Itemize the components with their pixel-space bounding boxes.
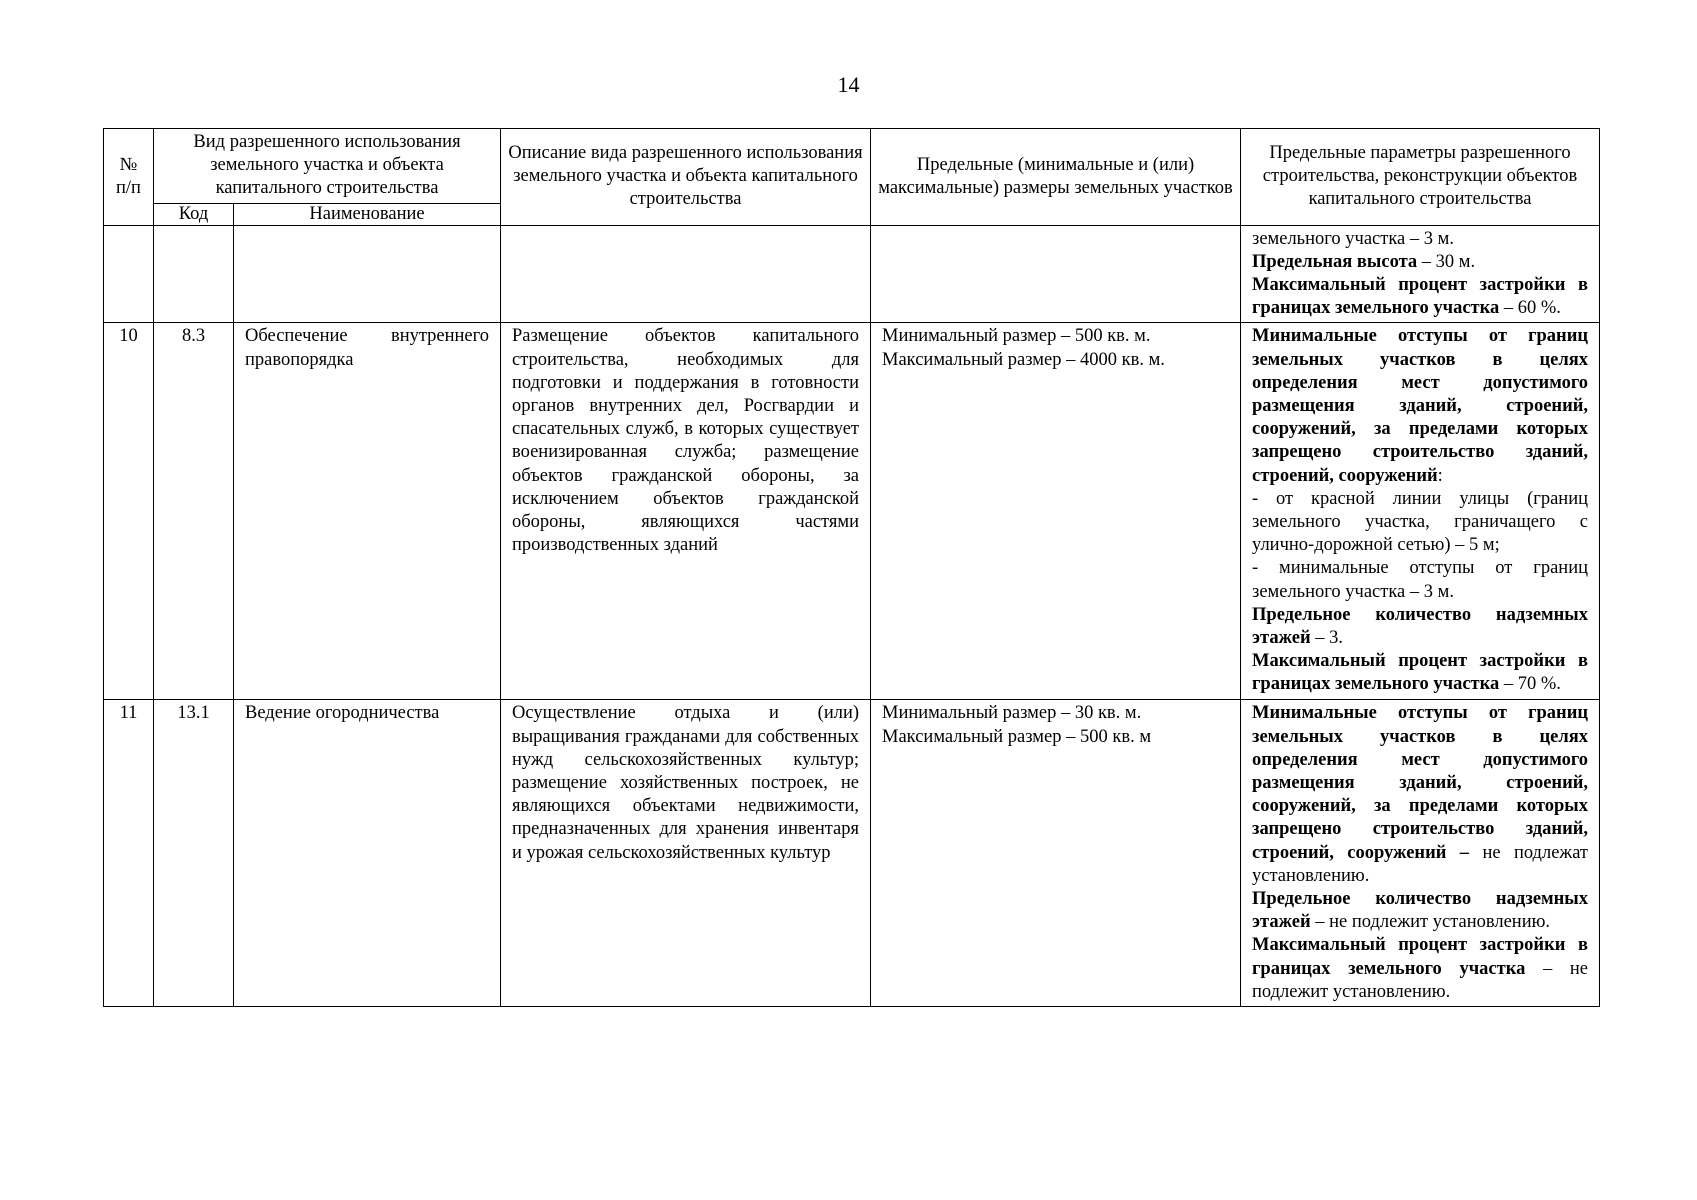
header-vid: Вид разрешенного использования земельного участка и объекта капитального строительства xyxy=(154,129,501,204)
param-bold: Минимальные отступы от границ земельных участков в целях определения мест допустимого размещения зданий, строений, сооружений, за пределами которых запрещено строительство зданий, строений, сооружений – xyxy=(1252,703,1589,863)
cell-sizes xyxy=(871,700,1241,1007)
cell-num: 11 xyxy=(104,700,154,1007)
param-paragraph xyxy=(1252,251,1588,274)
cell-num: 10 xyxy=(104,323,154,700)
size-line: Минимальный размер – 500 кв. м. xyxy=(882,326,1151,347)
param-text: земельного участка – 3 м. xyxy=(1252,228,1454,249)
param-bold: Предельное количество надземных этажей xyxy=(1252,889,1589,933)
cell-description xyxy=(501,225,871,323)
cell-name: Обеспечение внутреннего правопорядка xyxy=(234,323,501,700)
param-text: – не подлежит установлению. xyxy=(1310,912,1551,933)
cell-code xyxy=(154,225,234,323)
table-row xyxy=(104,225,1600,323)
param-paragraph xyxy=(1252,274,1588,320)
land-use-table xyxy=(103,128,1600,1007)
param-bold: Максимальный процент застройки в границах земельного участка xyxy=(1252,275,1589,319)
param-paragraph xyxy=(1252,650,1588,696)
param-text: - от красной линии улицы (границ земельного участка, граничащего с улично-дорожной сетью) – 5 м; xyxy=(1252,488,1589,556)
param-paragraph xyxy=(1252,557,1588,603)
size-line: Минимальный размер – 30 кв. м. xyxy=(882,703,1142,724)
param-text: – не подлежит установлению. xyxy=(1252,958,1589,1002)
cell-params xyxy=(1241,225,1600,323)
param-bold: Максимальный процент застройки в границах земельного участка xyxy=(1252,651,1589,695)
cell-num xyxy=(104,225,154,323)
header-sizes: Предельные (минимальные и (или) максимальные) размеры земельных участков xyxy=(871,129,1241,226)
header-params: Предельные параметры разрешенного строительства, реконструкции объектов капитального строительства xyxy=(1241,129,1600,226)
param-paragraph xyxy=(1252,228,1588,251)
header-name: Наименование xyxy=(234,203,501,225)
param-bold: Максимальный процент застройки в границах земельного участка xyxy=(1252,935,1589,979)
cell-description: Осуществление отдыха и (или) выращивания гражданами для собственных нужд сельскохозяйственных культур; размещение хозяйственных построек, не являющихся объектами недвижимости, предназначенных для хранения инвентаря и урожая сельскохозяйственных культур xyxy=(501,700,871,1007)
size-line: Максимальный размер – 500 кв. м xyxy=(882,726,1152,747)
header-num: № п/п xyxy=(104,129,154,226)
cell-sizes xyxy=(871,323,1241,700)
page-number: 14 xyxy=(837,72,860,97)
cell-name xyxy=(234,225,501,323)
cell-description: Размещение объектов капитального строительства, необходимых для подготовки и поддержания в готовности органов внутренних дел, Росгвардии и спасательных служб, в которых существует военизированная служба; размещение объектов гражданской обороны, за исключением объектов гражданской обороны, являющихся частями производственных зданий xyxy=(501,323,871,700)
cell-sizes xyxy=(871,225,1241,323)
param-text: - минимальные отступы от границ земельного участка – 3 м. xyxy=(1252,558,1589,602)
cell-name: Ведение огородничества xyxy=(234,700,501,1007)
table-row xyxy=(104,700,1600,1007)
param-text: – 3. xyxy=(1310,628,1343,649)
param-paragraph xyxy=(1252,604,1588,650)
param-text: – 30 м. xyxy=(1417,251,1476,272)
param-text: – 60 %. xyxy=(1499,298,1561,319)
param-paragraph xyxy=(1252,934,1588,1004)
cell-code: 13.1 xyxy=(154,700,234,1007)
param-paragraph xyxy=(1252,488,1588,558)
cell-params xyxy=(1241,700,1600,1007)
param-text: не подлежат установлению. xyxy=(1252,842,1589,886)
param-paragraph xyxy=(1252,702,1588,888)
param-text: – 70 %. xyxy=(1499,674,1561,695)
param-text: : xyxy=(1437,465,1443,486)
param-bold: Предельное количество надземных этажей xyxy=(1252,604,1589,649)
cell-params xyxy=(1241,323,1600,700)
param-paragraph xyxy=(1252,325,1588,487)
header-code: Код xyxy=(154,203,234,225)
param-bold: Предельная высота xyxy=(1252,251,1418,272)
table-row xyxy=(104,323,1600,700)
cell-code: 8.3 xyxy=(154,323,234,700)
size-line: Максимальный размер – 4000 кв. м. xyxy=(882,349,1165,370)
table-body xyxy=(104,225,1600,1006)
param-paragraph xyxy=(1252,888,1588,934)
header-description: Описание вида разрешенного использования земельного участка и объекта капитального строительства xyxy=(501,129,871,226)
param-bold: Минимальные отступы от границ земельных участков в целях определения мест допустимого размещения зданий, строений, сооружений, за пределами которых запрещено строительство зданий, строений, сооружений xyxy=(1252,326,1589,486)
